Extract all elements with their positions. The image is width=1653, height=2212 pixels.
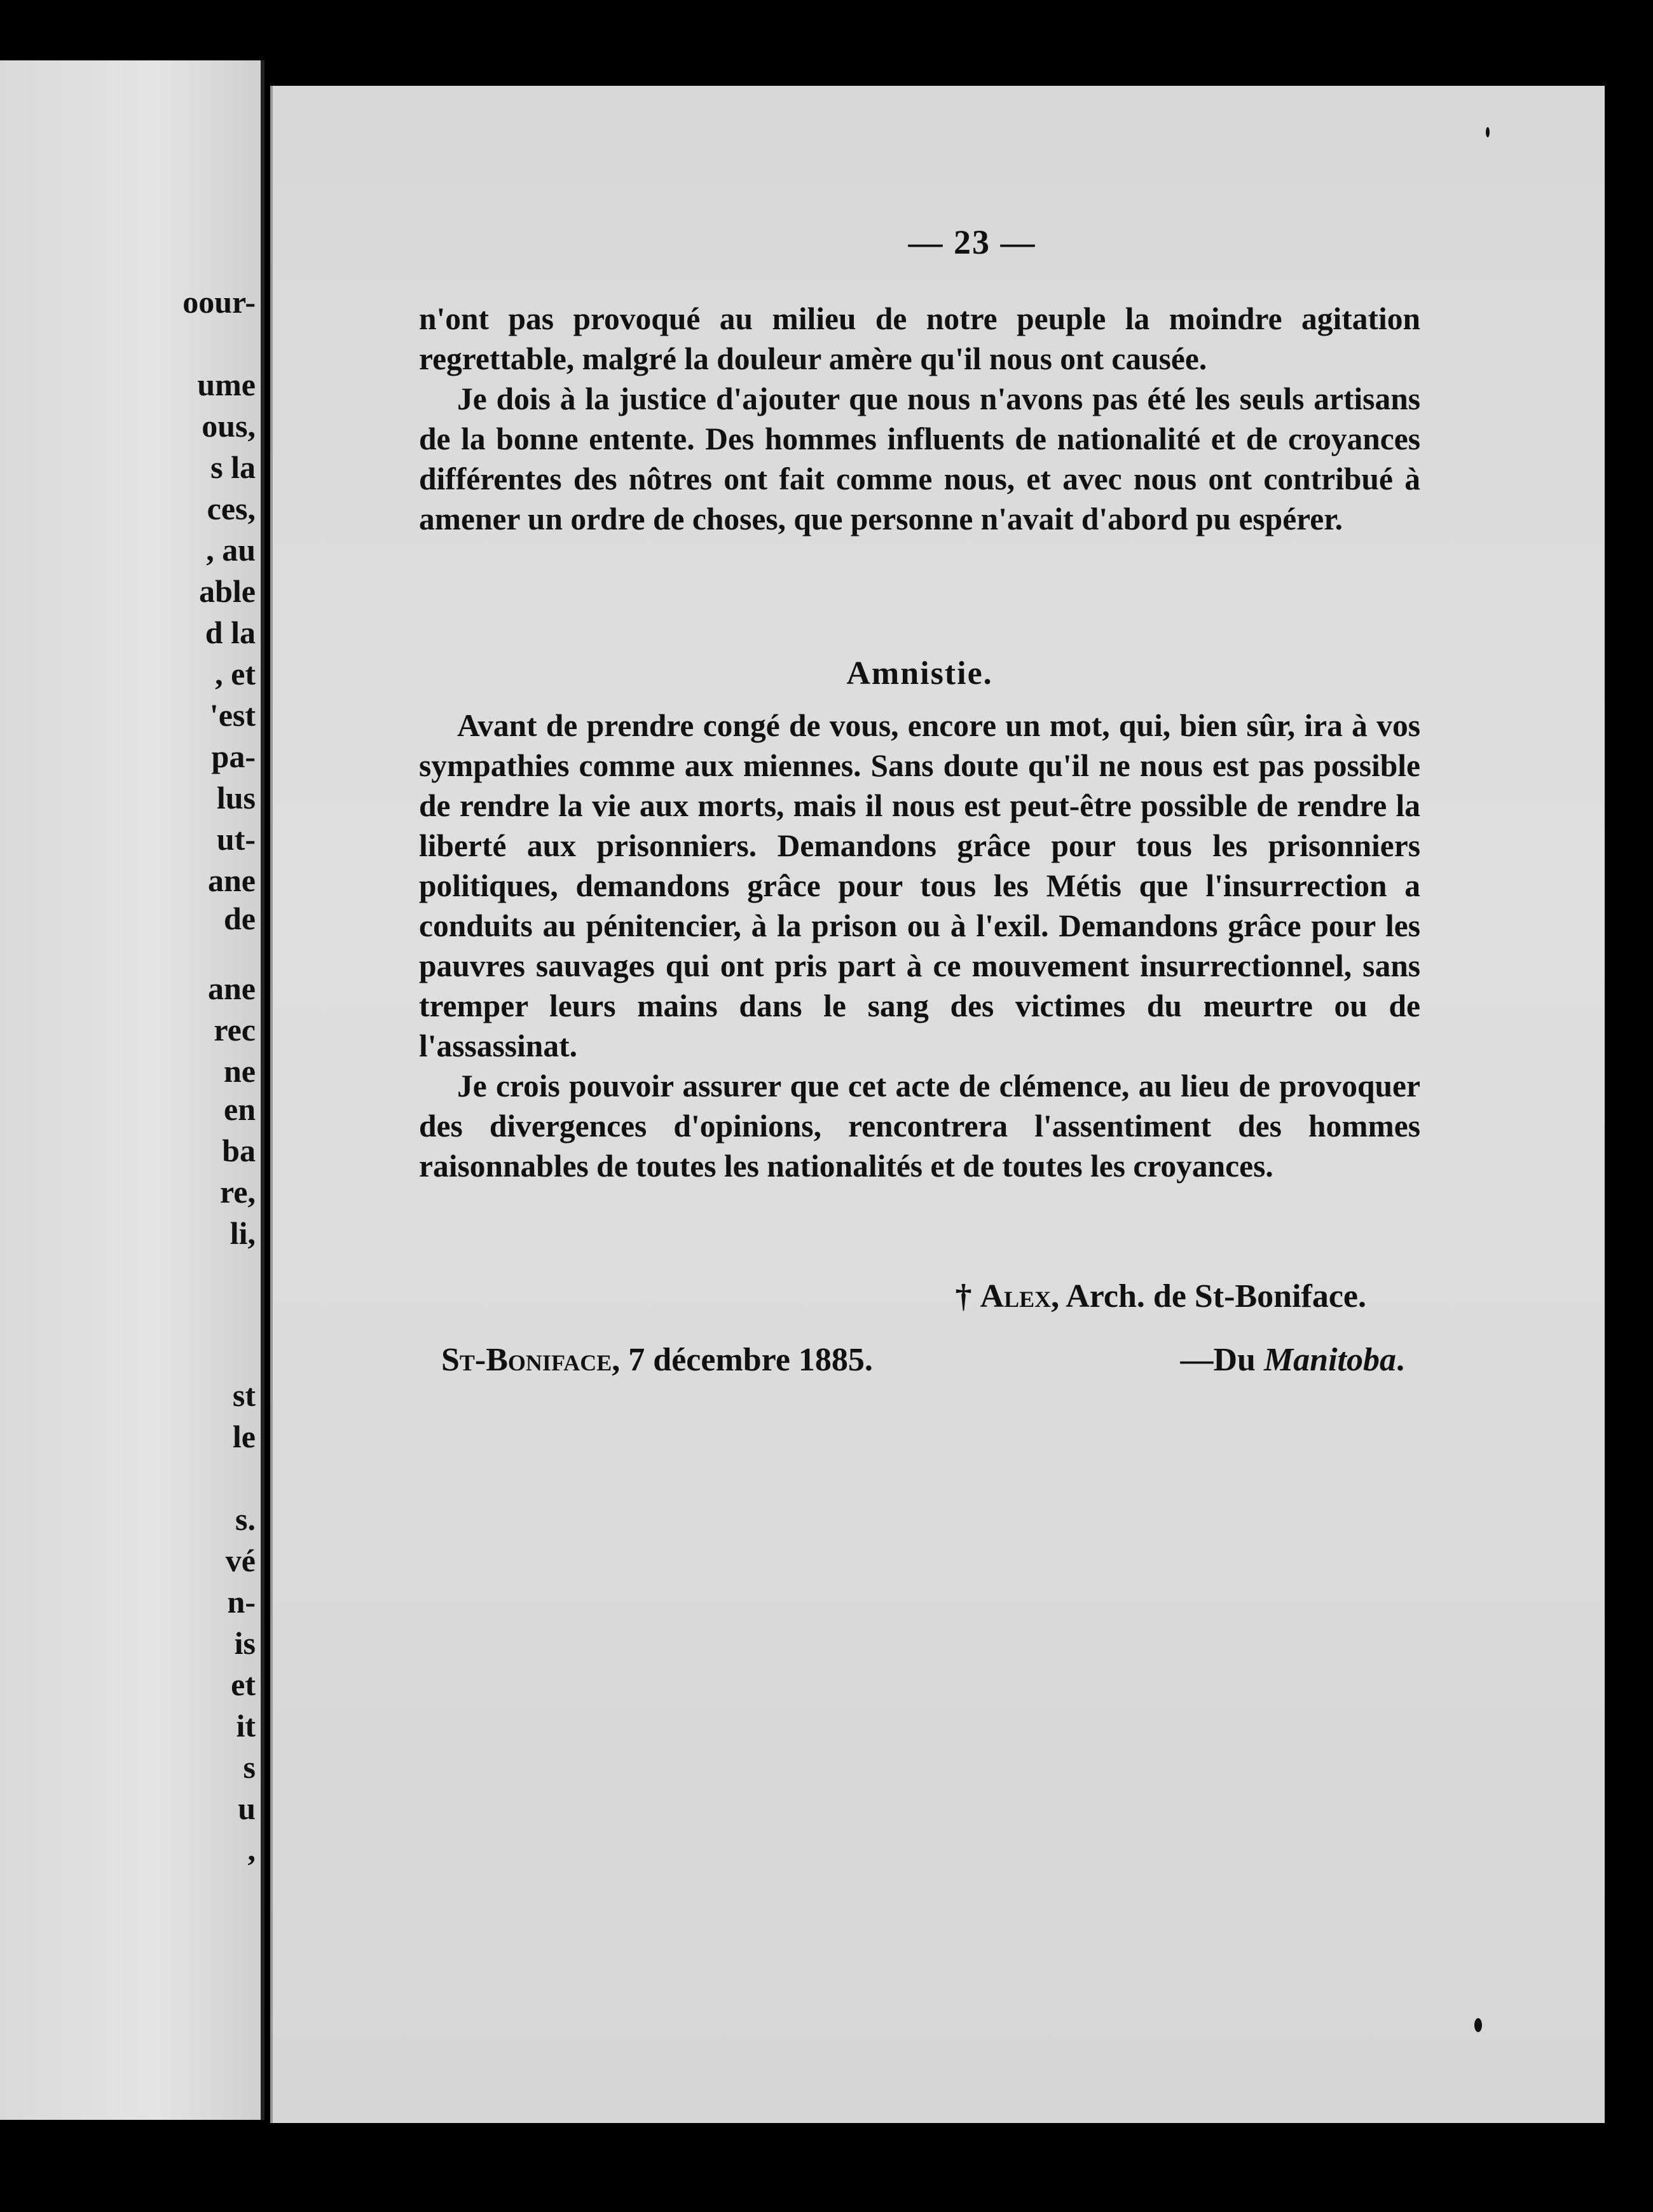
left-page-fragment: , au [206, 532, 256, 568]
source-credit [1156, 1341, 1404, 1379]
left-page-fragment: ume [197, 367, 256, 402]
source-prefix: —Du [1180, 1342, 1264, 1378]
left-page-fragment: s [243, 1749, 256, 1785]
left-page-fragment: s la [210, 449, 256, 485]
text-block-top [419, 299, 1420, 539]
left-page-fragment: ut- [216, 821, 256, 857]
page-number: — 23 — [908, 223, 1036, 261]
paragraph-2: Je dois à la justice d'ajouter que nous n'avons pas été les seuls artisans de la bonne entente. Des hommes influents de nationalité et de croyances différentes des nôtres ont fait comme nous, et avec nous ont contribué à amener un ordre de choses, que personne n'avait d'abord pu espérer. [419, 381, 1420, 536]
left-page-fragment: oour- [182, 284, 256, 320]
left-page-fragment: et [231, 1667, 256, 1702]
signature-title: , Arch. de St-Boniface. [1051, 1278, 1366, 1314]
scan-speck [1474, 2018, 1482, 2032]
left-page-fragment: ces, [207, 491, 256, 526]
left-page-fragment: d la [205, 615, 256, 650]
left-page-fragment: pa- [211, 739, 256, 774]
dateline [441, 1341, 873, 1379]
source-paper: Manitoba [1263, 1342, 1396, 1378]
left-page [0, 60, 264, 2120]
left-page-fragment: st [232, 1377, 256, 1413]
left-page-fragment: ane [208, 863, 256, 898]
left-page-fragment: en [224, 1091, 256, 1127]
left-page-fragment: de [224, 901, 256, 936]
right-page [270, 86, 1605, 2123]
scan-speck [1486, 127, 1490, 137]
left-page-fragment: is [234, 1625, 256, 1661]
left-page-fragment: n- [227, 1584, 256, 1620]
left-page-fragment: li, [230, 1215, 256, 1251]
left-page-fragment: ba [222, 1133, 256, 1168]
cross-symbol: † [955, 1278, 972, 1314]
left-page-fragment: ne [224, 1053, 256, 1089]
left-page-fragment: ane [208, 971, 256, 1006]
signature [909, 1278, 1366, 1315]
paragraph-4: Je crois pouvoir assurer que cet acte de clémence, au lieu de provoquer des divergences d'opinions, rencontrera l'assentiment des hommes raisonnables de toutes les nationalités et de toutes les croyances. [419, 1068, 1420, 1184]
text-block-bottom [419, 706, 1420, 1186]
dateline-place: St-Boniface [441, 1342, 612, 1378]
source-suffix: . [1396, 1342, 1404, 1378]
signature-name: Alex [980, 1278, 1052, 1314]
paragraph-1: n'ont pas provoqué au milieu de notre peuple la moindre agitation regrettable, malgré la douleur amère qu'il nous ont causée. [419, 301, 1420, 376]
left-page-fragment: ous, [202, 408, 256, 444]
left-page-fragment: able [199, 573, 256, 609]
paragraph-3: Avant de prendre congé de vous, encore un mot, qui, bien sûr, ira à vos sympathies comme aux miennes. Sans doute qu'il ne nous est pas possible de rendre la vie aux morts, mais il nous est peut-être possible de rendre la liberté aux prisonniers. Demandons grâce pour tous les prisonniers politiques, demandons grâce pour tous les Métis que l'insurrection a conduits au pénitencier, à la prison ou à l'exil. Demandons grâce pour les pauvres sauvages qui ont pris part à ce mouvement insurrectionnel, sans tremper leurs mains dans le sang des victimes du meurtre ou de l'assassinat. [419, 708, 1420, 1063]
left-page-fragment: it [236, 1708, 256, 1744]
left-page-fragment: u [238, 1791, 256, 1826]
dateline-date: , 7 décembre 1885. [612, 1342, 873, 1378]
section-heading: Amnistie. [846, 655, 993, 692]
left-page-fragment: rec [214, 1012, 256, 1048]
left-page-fragment: lus [216, 780, 256, 816]
left-page-fragment: , et [215, 656, 256, 692]
left-page-fragment: 'est [209, 697, 256, 733]
left-page-fragment: , [247, 1832, 256, 1867]
left-page-fragment: le [232, 1419, 256, 1454]
left-page-fragment: vé [225, 1543, 256, 1578]
left-page-fragment: s. [235, 1501, 256, 1537]
left-page-fragment: re, [220, 1174, 256, 1210]
